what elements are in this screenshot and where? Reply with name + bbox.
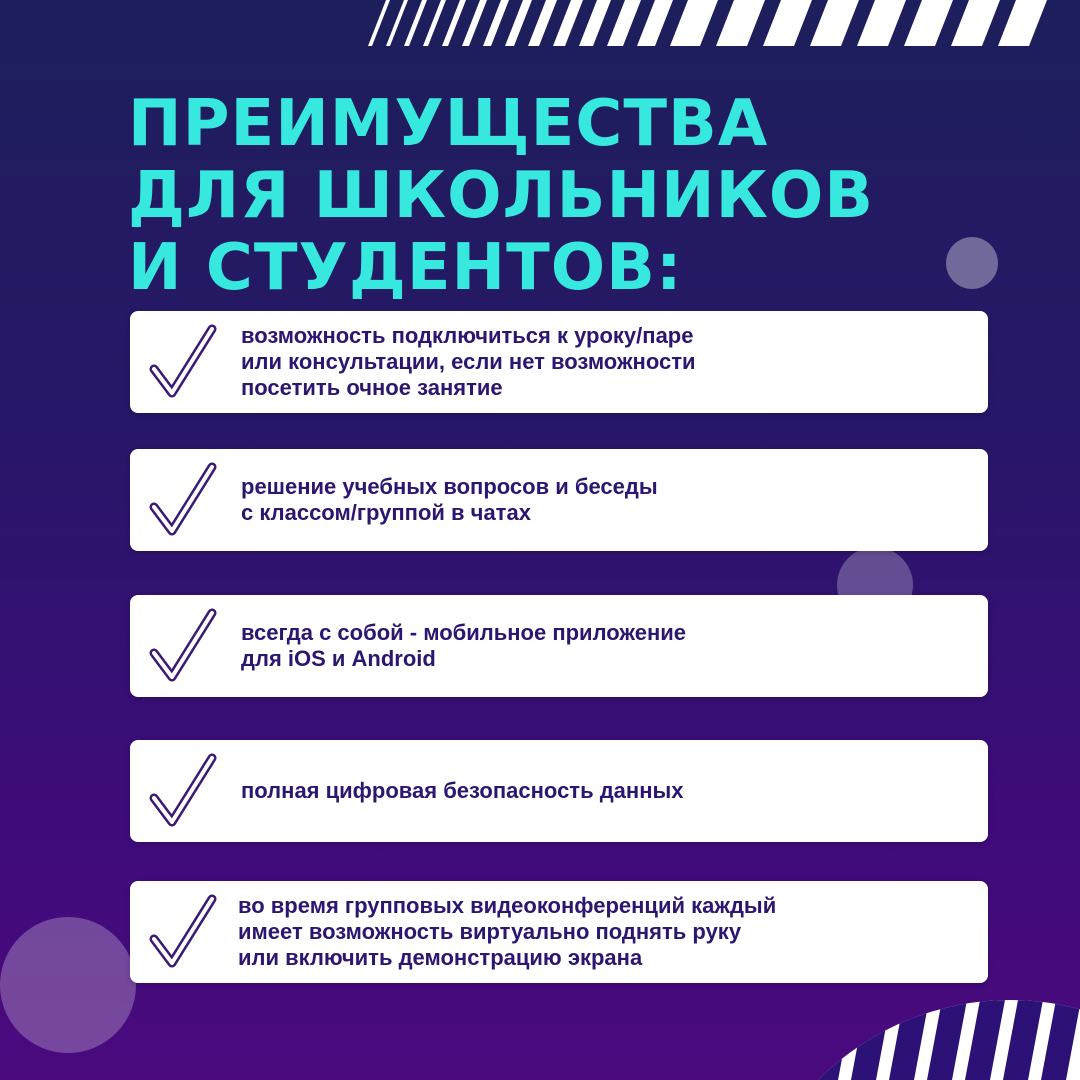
- title-line: ДЛЯ ШКОЛЬНИКОВ: [128, 159, 875, 233]
- large-circle: [0, 917, 136, 1053]
- benefit-line: полная цифровая безопасность данных: [241, 778, 684, 803]
- benefit-line: или консультации, если нет возможности: [241, 349, 696, 374]
- benefit-card: [130, 740, 988, 842]
- benefit-text: [241, 311, 974, 413]
- benefit-card: [130, 595, 988, 697]
- title-line: ПРЕИМУЩЕСТВА: [128, 87, 769, 161]
- benefit-line: или включить демонстрацию экрана: [238, 945, 643, 970]
- checkmark-icon: [148, 461, 218, 539]
- corner-stripes: [700, 990, 1080, 1080]
- benefit-line: во время групповых видеоконференций каждый: [238, 893, 777, 918]
- title-line: И СТУДЕНТОВ:: [128, 231, 683, 305]
- benefit-line: посетить очное занятие: [241, 375, 503, 400]
- benefit-text: [241, 595, 974, 697]
- benefit-line: имеет возможность виртуально поднять руку: [238, 919, 742, 944]
- benefit-line: решение учебных вопросов и беседы: [241, 474, 658, 499]
- checkmark-icon: [148, 607, 218, 685]
- benefit-text: [238, 881, 974, 983]
- benefit-text: [241, 740, 974, 842]
- benefit-text: [241, 449, 974, 551]
- checkmark-icon: [148, 893, 218, 971]
- checkmark-icon: [148, 323, 218, 401]
- checkmark-icon: [148, 752, 218, 830]
- benefit-line: для iOS и Android: [241, 646, 436, 671]
- benefit-card: [130, 881, 988, 983]
- benefit-line: возможность подключиться к уроку/паре: [241, 323, 694, 348]
- small-circle: [946, 237, 998, 289]
- benefit-card: [130, 311, 988, 413]
- benefit-line: с классом/группой в чатах: [241, 500, 531, 525]
- top-stripes: [368, 0, 1047, 46]
- benefit-line: всегда с собой - мобильное приложение: [241, 620, 686, 645]
- benefit-card: [130, 449, 988, 551]
- page-title: [128, 88, 874, 304]
